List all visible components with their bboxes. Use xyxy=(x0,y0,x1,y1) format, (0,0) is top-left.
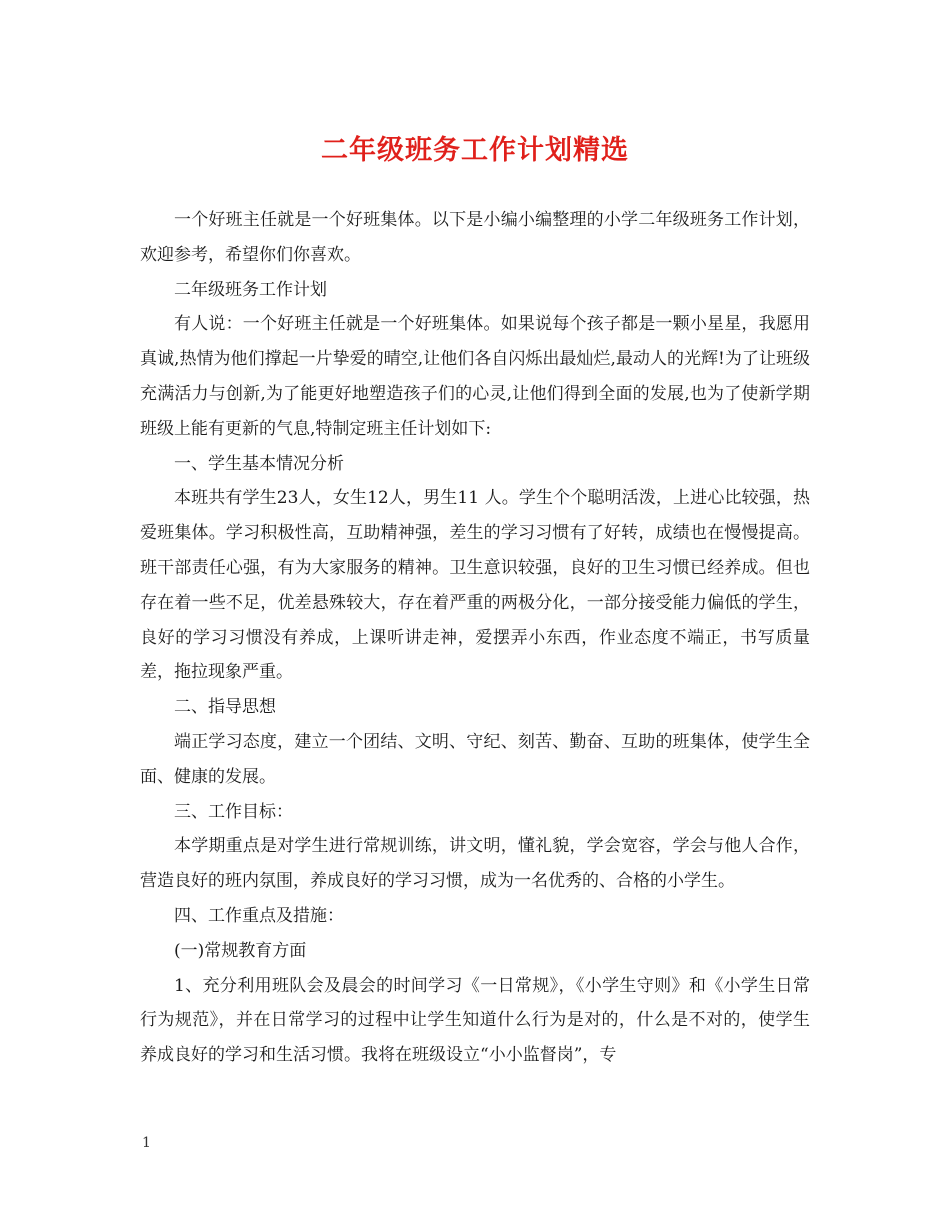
preface-paragraph: 有人说：一个好班主任就是一个好班集体。如果说每个孩子都是一颗小星星，我愿用真诚,热情为他们撑起一片挚爱的晴空,让他们各自闪烁出最灿烂,最动人的光辉!为了让班级充满活力与创新,为了能更好地塑造孩子们的心灵,让他们得到全面的发展,也为了使新学期班级上能有更新的气息,特制定班主任计划如下: xyxy=(140,314,810,439)
document-body xyxy=(140,203,810,1073)
section-heading-work-goals: 三、工作目标： xyxy=(174,801,293,822)
section-heading-plan: 二年级班务工作计划 xyxy=(174,279,327,300)
section-heading-student-analysis: 一、学生基本情况分析 xyxy=(174,453,344,474)
document-title: 二年级班务工作计划精选 xyxy=(321,135,629,166)
page-number: 1 xyxy=(142,1135,151,1151)
guiding-thought-paragraph: 端正学习态度，建立一个团结、文明、守纪、刻苦、勤奋、互助的班集体，使学生全面、健康的发展。 xyxy=(140,731,810,787)
subsection-heading-routine-education: (一)常规教育方面 xyxy=(174,940,307,961)
work-goals-paragraph: 本学期重点是对学生进行常规训练，讲文明，懂礼貌，学会宽容，学会与他人合作，营造良好的班内氛围，养成良好的学习习惯，成为一名优秀的、合格的小学生。 xyxy=(140,836,810,892)
section-heading-key-measures: 四、工作重点及措施： xyxy=(174,905,344,926)
section-heading-guiding-thought: 二、指导思想 xyxy=(174,697,276,718)
student-analysis-paragraph: 本班共有学生23人，女生12人，男生11 人。学生个个聪明活泼，上进心比较强，热爱班集体。学习积极性高，互助精神强，差生的学习习惯有了好转，成绩也在慢慢提高。班干部责任心强，有为大家服务的精神。卫生意识较强，良好的卫生习惯已经养成。但也存在着一些不足，优差悬殊较大，存在着严重的两极分化，一部分接受能力偏低的学生，良好的学习习惯没有养成，上课听讲走神，爱摆弄小东西，作业态度不端正，书写质量差，拖拉现象严重。 xyxy=(140,488,810,683)
intro-paragraph: 一个好班主任就是一个好班集体。以下是小编小编整理的小学二年级班务工作计划，欢迎参考，希望你们你喜欢。 xyxy=(140,210,810,265)
routine-education-item-1: 1、充分利用班队会及晨会的时间学习《一日常规》，《小学生守则》和《小学生日常行为规范》，并在日常学习的过程中让学生知道什么行为是对的，什么是不对的，使学生养成良好的学习和生活习惯。我将在班级设立“小小监督岗”，专 xyxy=(140,975,810,1066)
